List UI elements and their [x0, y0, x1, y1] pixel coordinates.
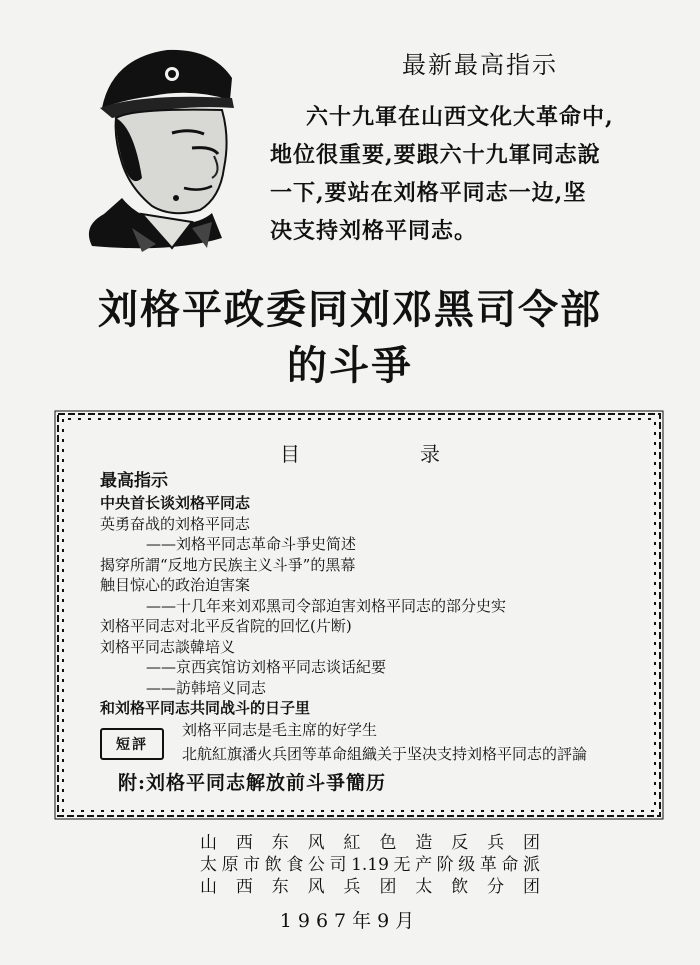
toc-subitem: ——京西宾馆访刘格平同志谈话紀要: [146, 658, 387, 676]
quote-body: [270, 98, 670, 250]
toc-subitem: ——訪韩培义同志: [146, 678, 267, 697]
toc-item: 北航紅旗潘火兵团等革命組織关于坚决支持刘格平同志的評論: [182, 745, 588, 763]
quote-line: 一下,要站在刘格平同志一边,坚: [270, 180, 587, 206]
main-title-line: 刘格平政委同刘邓黑司令部: [98, 286, 602, 333]
publisher: 太原市飲食公司1.19无产阶级革命派: [200, 855, 540, 875]
table-of-contents: [100, 470, 640, 719]
toc-item: 刘格平同志是毛主席的好学生: [182, 721, 378, 739]
portrait-image: [72, 38, 252, 253]
toc-heading: [280, 438, 440, 467]
publication-date: 1967年9月: [279, 910, 421, 932]
quote-line: 决支持刘格平同志。: [270, 218, 478, 244]
toc-item: 最高指示: [100, 471, 168, 491]
toc-item: 揭穿所謂“反地方民族主义斗爭”的黑幕: [100, 555, 356, 574]
short-commentary-tag: 短評: [100, 728, 164, 760]
publisher-list: [200, 832, 540, 898]
toc-item: 中央首长谈刘格平同志: [100, 494, 251, 512]
toc-item: 刘格平同志对北平反省院的回忆(片断): [100, 617, 352, 635]
main-title: [60, 282, 640, 394]
toc-item: 刘格平同志談韓培义: [100, 637, 236, 656]
toc-item: 和刘格平同志共同战斗的日子里: [100, 699, 311, 717]
toc-subitem: ——十几年来刘邓黑司令部迫害刘格平同志的部分史实: [146, 596, 507, 615]
short-commentary: [100, 718, 660, 766]
quote-title: 最新最高指示: [402, 51, 558, 79]
publisher: 山西东风兵团太飲分团: [200, 877, 540, 897]
main-title-line: 的斗爭: [287, 342, 413, 389]
toc-subitem: ——刘格平同志革命斗爭史简述: [146, 535, 357, 553]
toc-appendix: 附:刘格平同志解放前斗爭簡历: [118, 772, 387, 794]
toc-heading-char: 目: [280, 442, 300, 466]
toc-item: 英勇奋战的刘格平同志: [100, 514, 251, 533]
short-commentary-list: [182, 718, 587, 766]
publisher: 山西东风紅色造反兵团: [200, 833, 540, 853]
toc-heading-char: 录: [420, 442, 440, 466]
quote-line: 六十九軍在山西文化大革命中,: [306, 104, 614, 130]
quote-line: 地位很重要,要跟六十九軍同志說: [270, 142, 601, 168]
toc-item: 触目惊心的政治迫害案: [100, 576, 251, 594]
